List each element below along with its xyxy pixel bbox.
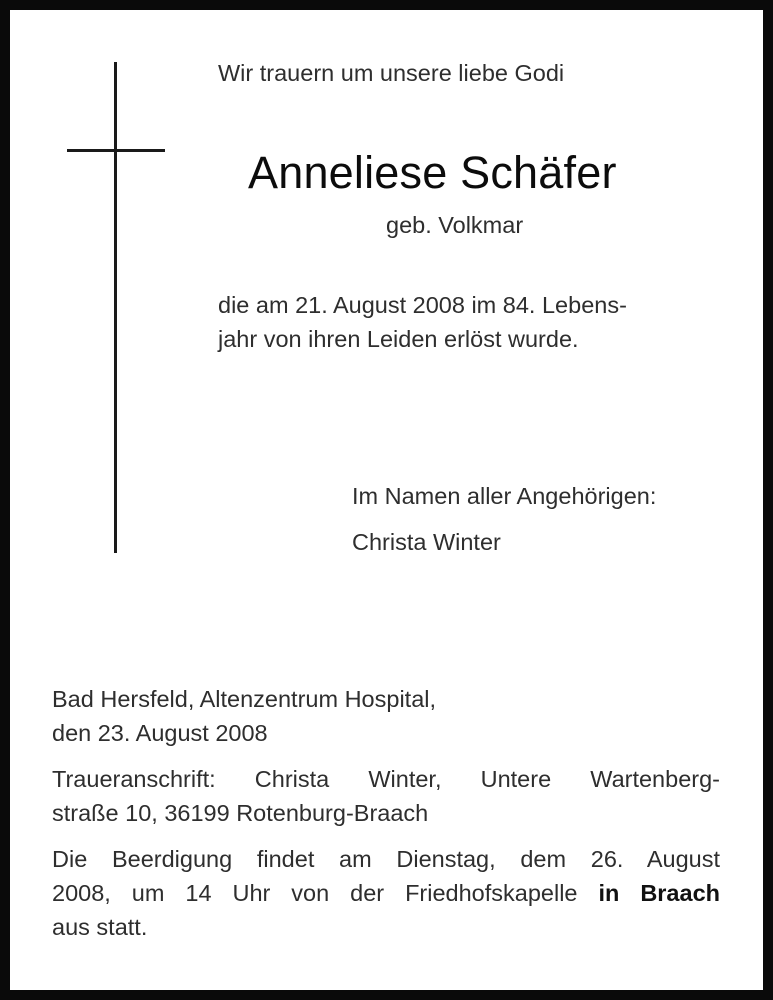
maiden-name: geb. Volkmar	[386, 212, 524, 238]
intro-line: Wir trauern um unsere liebe Godi	[218, 60, 565, 86]
funeral-line-3: aus statt.	[52, 914, 148, 940]
funeral-line-2	[52, 876, 720, 910]
funeral-line-2-text: 2008, um 14 Uhr von der Friedhofskapelle	[52, 880, 599, 906]
address-line-2: straße 10, 36199 Rotenburg-Braach	[52, 800, 429, 826]
place-line: Bad Hersfeld, Altenzentrum Hospital,	[52, 686, 437, 712]
place-date-block	[52, 682, 720, 750]
death-statement	[218, 288, 718, 356]
death-line-2: jahr von ihren Leiden erlöst wurde.	[218, 326, 579, 352]
cross-icon-horizontal-bar	[67, 149, 165, 152]
date-line: den 23. August 2008	[52, 720, 268, 746]
deceased-name: Anneliese Schäfer	[248, 147, 617, 198]
funeral-location-bold: in Braach	[598, 880, 720, 906]
death-line-1: die am 21. August 2008 im 84. Lebens-	[218, 292, 627, 318]
signature-name: Christa Winter	[352, 529, 501, 555]
cross-icon-vertical-bar	[114, 62, 117, 553]
address-line-1: Traueranschrift: Christa Winter, Untere Wartenberg-	[52, 766, 720, 792]
funeral-info-block	[52, 842, 720, 944]
signature-label: Im Namen aller Angehörigen:	[352, 483, 657, 509]
funeral-line-1: Die Beerdigung findet am Dienstag, dem 26. August	[52, 846, 720, 872]
mourning-address-block	[52, 762, 720, 830]
